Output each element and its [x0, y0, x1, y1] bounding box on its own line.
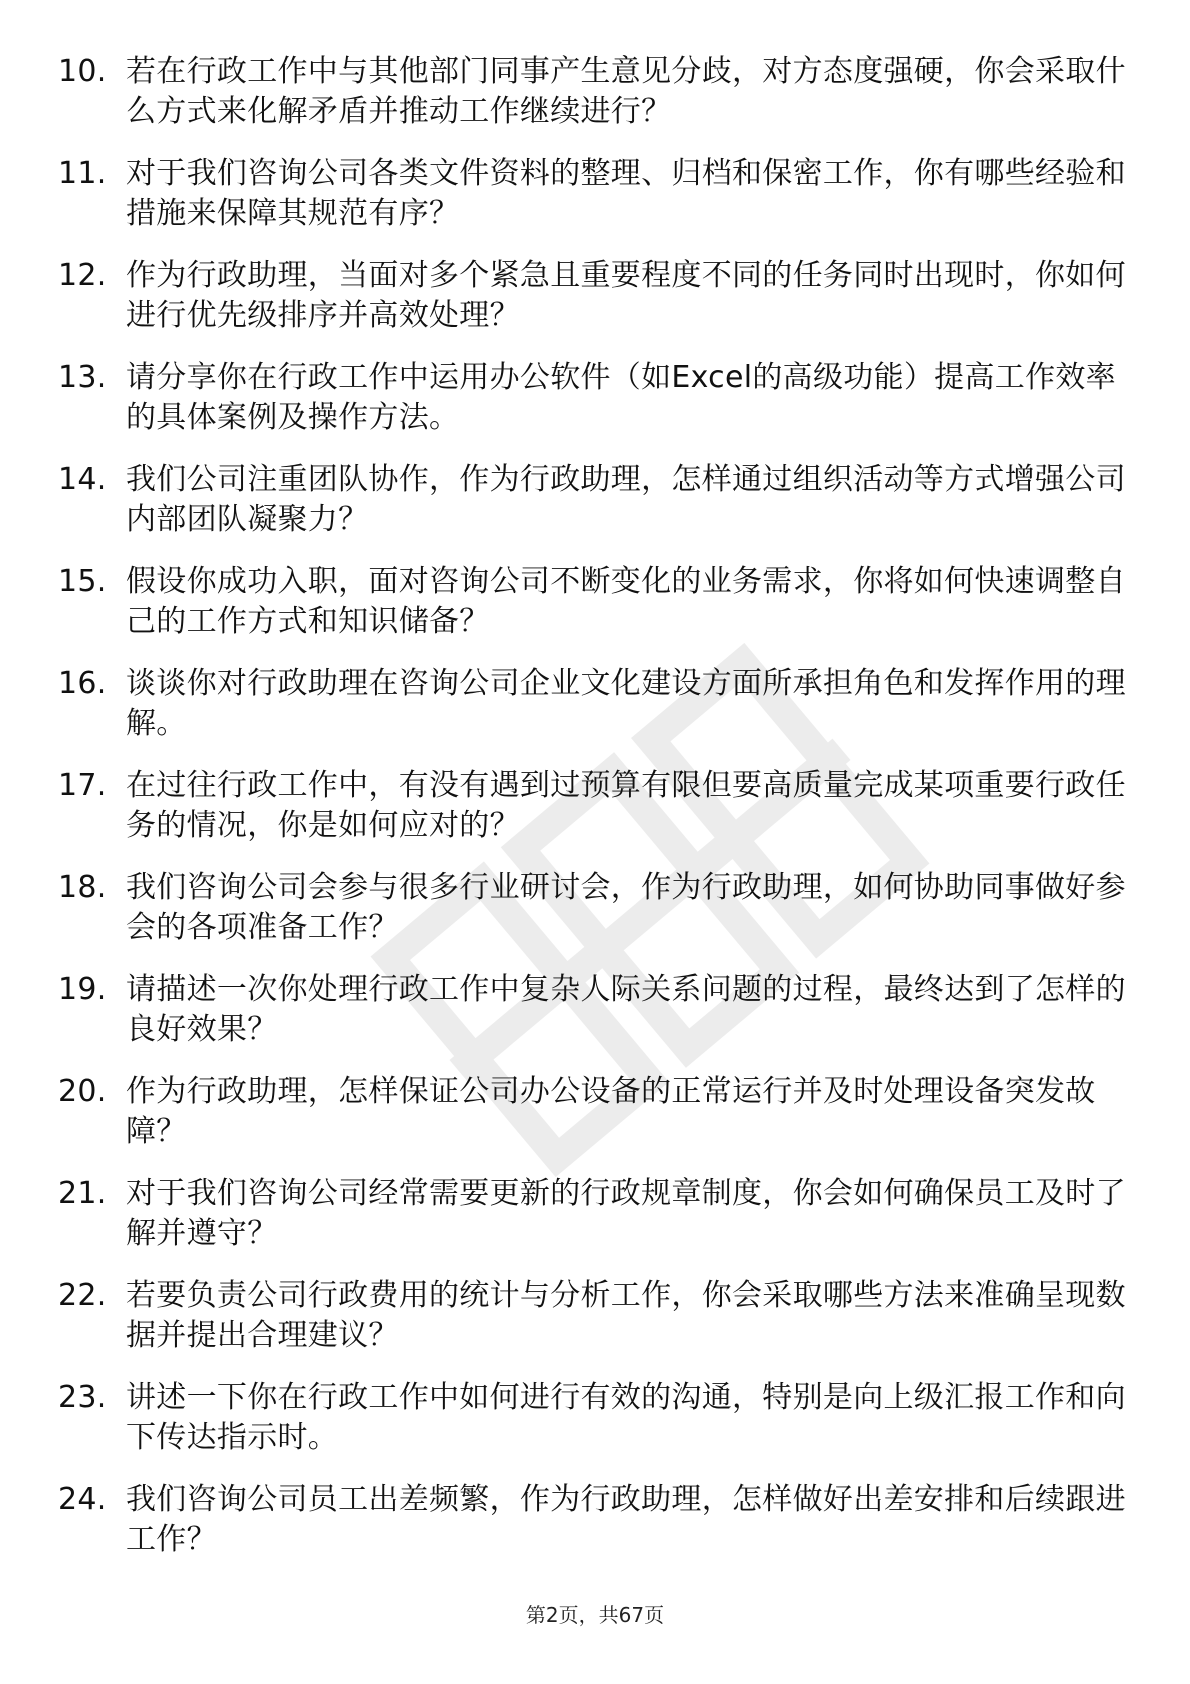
question-text: 我们公司注重团队协作，作为行政助理，怎样通过组织活动等方式增强公司内部团队凝聚力？	[126, 462, 1126, 537]
question-item	[58, 1174, 1128, 1254]
page-number-label: 第2页，共67页	[525, 1603, 665, 1627]
question-number: 11.	[58, 156, 107, 191]
question-text: 作为行政助理，当面对多个紧急且重要程度不同的任务同时出现时，你如何进行优先级排序并高效处理？	[126, 258, 1126, 333]
question-text: 谈谈你对行政助理在咨询公司企业文化建设方面所承担角色和发挥作用的理解。	[126, 666, 1126, 741]
question-text: 假设你成功入职，面对咨询公司不断变化的业务需求，你将如何快速调整自己的工作方式和知识储备？	[126, 564, 1126, 639]
question-number: 15.	[58, 564, 107, 599]
question-item	[58, 1276, 1128, 1356]
question-item	[58, 52, 1128, 132]
question-item	[58, 1480, 1128, 1560]
question-text: 对于我们咨询公司各类文件资料的整理、归档和保密工作，你有哪些经验和措施来保障其规范有序？	[126, 156, 1126, 231]
question-item	[58, 868, 1128, 948]
question-text: 若在行政工作中与其他部门同事产生意见分歧，对方态度强硬，你会采取什么方式来化解矛盾并推动工作继续进行？	[126, 54, 1126, 129]
question-item	[58, 154, 1128, 234]
question-text: 我们咨询公司会参与很多行业研讨会，作为行政助理，如何协助同事做好参会的各项准备工作？	[126, 870, 1126, 945]
question-item	[58, 664, 1128, 744]
question-text: 讲述一下你在行政工作中如何进行有效的沟通，特别是向上级汇报工作和向下传达指示时。	[126, 1380, 1126, 1455]
question-number: 16.	[58, 666, 107, 701]
question-number: 19.	[58, 972, 107, 1007]
question-text: 对于我们咨询公司经常需要更新的行政规章制度，你会如何确保员工及时了解并遵守？	[126, 1176, 1126, 1251]
question-text: 我们咨询公司员工出差频繁，作为行政助理，怎样做好出差安排和后续跟进工作？	[126, 1482, 1126, 1557]
question-number: 24.	[58, 1482, 107, 1517]
question-item	[58, 970, 1128, 1050]
question-number: 17.	[58, 768, 107, 803]
question-number: 12.	[58, 258, 107, 293]
question-item	[58, 766, 1128, 846]
question-text: 若要负责公司行政费用的统计与分析工作，你会采取哪些方法来准确呈现数据并提出合理建议？	[126, 1278, 1126, 1353]
question-item	[58, 256, 1128, 336]
page-footer	[0, 1602, 1190, 1628]
question-text: 在过往行政工作中，有没有遇到过预算有限但要高质量完成某项重要行政任务的情况，你是如何应对的？	[126, 768, 1126, 843]
question-number: 13.	[58, 360, 107, 395]
question-number: 10.	[58, 54, 107, 89]
question-list	[58, 52, 1128, 1582]
question-item	[58, 460, 1128, 540]
question-number: 14.	[58, 462, 107, 497]
question-text: 请描述一次你处理行政工作中复杂人际关系问题的过程，最终达到了怎样的良好效果？	[126, 972, 1126, 1047]
question-item	[58, 358, 1128, 438]
question-item	[58, 1378, 1128, 1458]
question-text: 作为行政助理，怎样保证公司办公设备的正常运行并及时处理设备突发故障？	[126, 1074, 1096, 1149]
question-number: 18.	[58, 870, 107, 905]
question-number: 21.	[58, 1176, 107, 1211]
question-text: 请分享你在行政工作中运用办公软件（如Excel的高级功能）提高工作效率的具体案例及操作方法。	[126, 360, 1116, 435]
question-item	[58, 1072, 1128, 1152]
question-number: 20.	[58, 1074, 107, 1109]
question-number: 22.	[58, 1278, 107, 1313]
question-item	[58, 562, 1128, 642]
question-number: 23.	[58, 1380, 107, 1415]
